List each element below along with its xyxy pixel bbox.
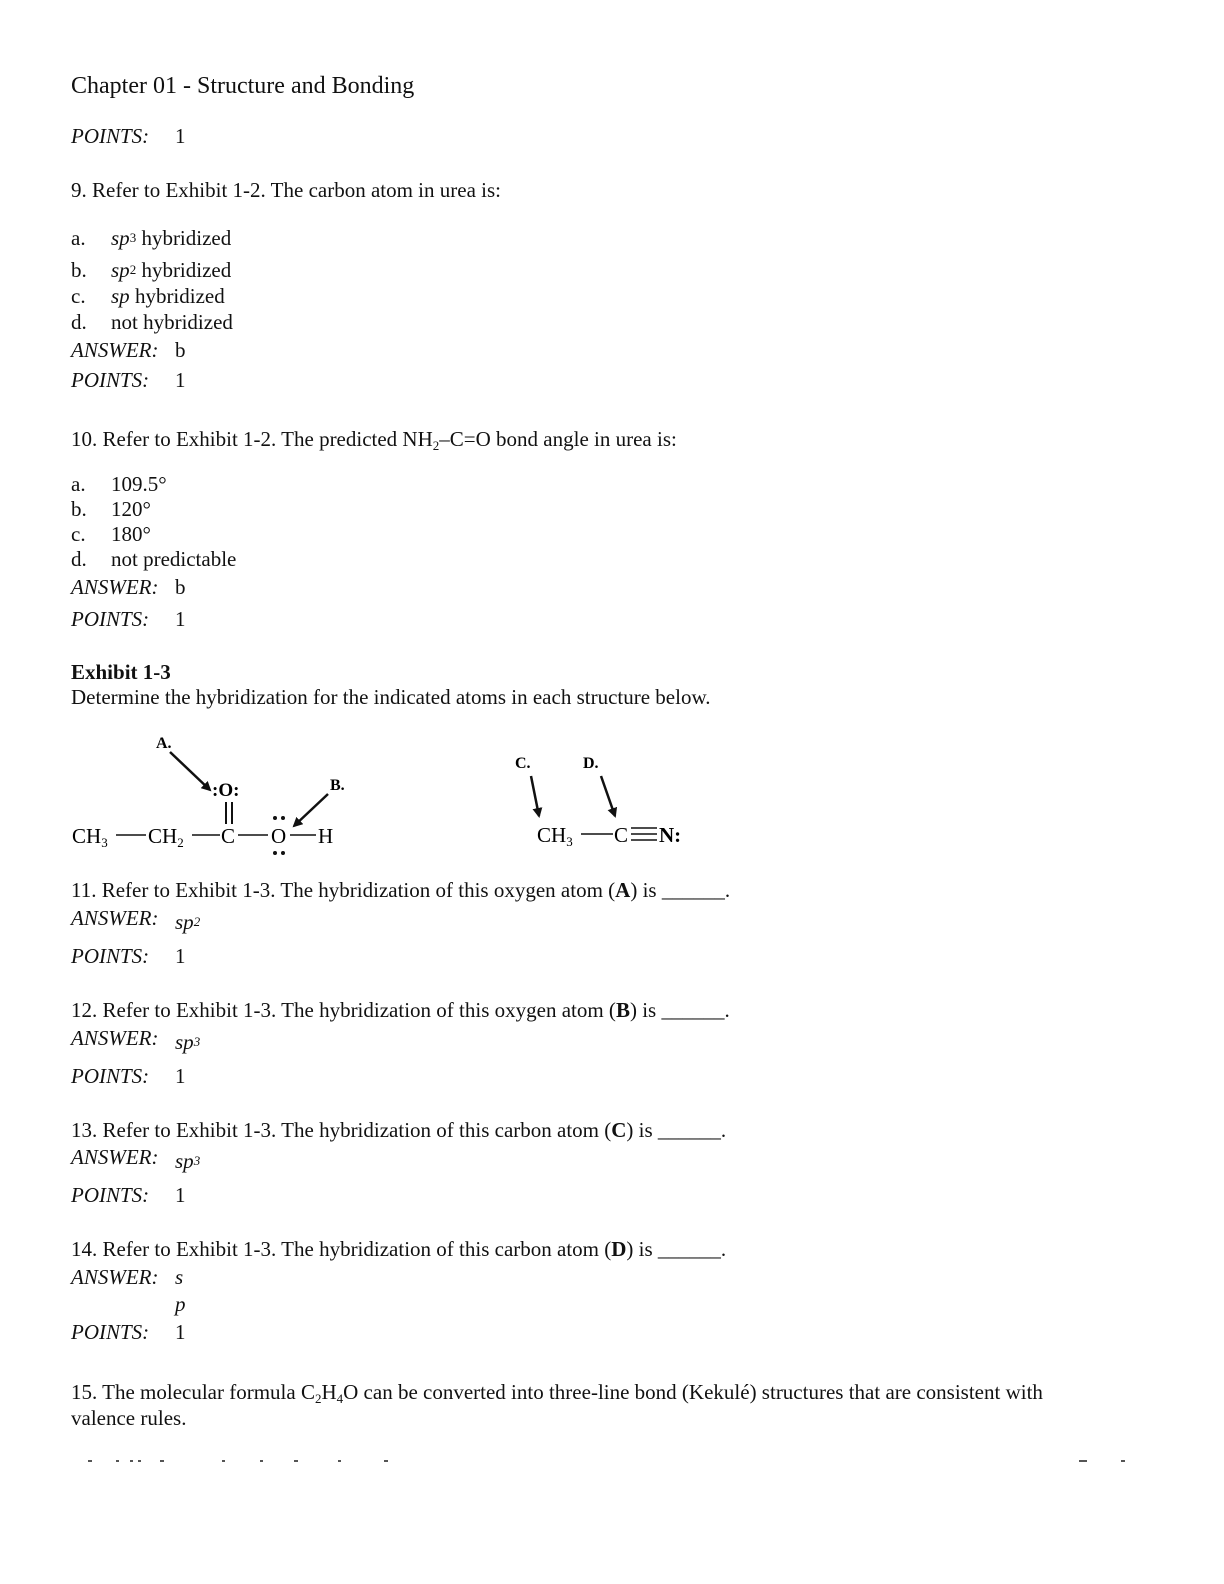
question-14-answer <box>71 1265 271 1290</box>
option-letter: c. <box>71 522 86 546</box>
points-row <box>71 124 271 149</box>
option-rest: not hybridized <box>111 310 233 334</box>
question-12-points <box>71 1064 271 1089</box>
question-12-answer <box>71 1026 271 1054</box>
option-text: 180° <box>111 522 151 546</box>
atom-label: A <box>615 878 631 902</box>
question-14-stem: 14. Refer to Exhibit 1-3. The hybridization of this carbon atom (D) is ______. <box>71 1237 727 1261</box>
answer-value-line-2: p <box>175 1292 186 1316</box>
arrow-d <box>601 776 615 816</box>
answer-label: ANSWER: <box>71 1026 159 1050</box>
points-label: POINTS: <box>71 944 150 968</box>
question-11-stem: 11. Refer to Exhibit 1-3. The hybridization of this oxygen atom (A) is ______. <box>71 878 731 902</box>
option-rest: hybridized <box>136 258 232 282</box>
option-base: sp <box>111 226 130 250</box>
n-text: N: <box>659 823 682 847</box>
c-text: C <box>614 823 629 847</box>
option-sup: 3 <box>129 230 137 245</box>
question-15-stem: 15. The molecular formula $C_2H_4O$ can be converted into three-line bond (Kekulé) structures that are consistent with <box>71 1380 1043 1406</box>
question-14-points <box>71 1320 271 1345</box>
question-9-option-d <box>71 310 233 335</box>
label-c: C. <box>515 755 531 772</box>
question-9-stem: 9. Refer to Exhibit 1-2. The carbon atom in urea is: <box>71 178 501 202</box>
option-text: 120° <box>111 497 151 521</box>
points-value: 1 <box>175 1064 186 1088</box>
points-value: 1 <box>175 607 186 631</box>
option-text: not predictable <box>111 547 237 571</box>
answer-value: $sp^3$ <box>175 1149 201 1173</box>
question-9-option-a <box>71 226 231 251</box>
option-text: 109.5° <box>111 472 167 496</box>
c-text: C <box>221 824 236 848</box>
label-a: A. <box>156 735 172 752</box>
option-rest: hybridized <box>136 226 232 250</box>
answer-value: b <box>175 575 186 599</box>
option-sup: 2 <box>129 262 137 277</box>
atom-label: B <box>615 998 630 1022</box>
option-letter: b. <box>71 258 87 282</box>
option-rest: hybridized <box>129 284 225 308</box>
question-10-option-d <box>71 547 236 572</box>
answer-label: ANSWER: <box>71 1145 159 1169</box>
points-value: 1 <box>175 124 186 148</box>
question-15-stem-line-2: valence rules. <box>71 1406 187 1430</box>
o-top: :O: <box>212 780 240 801</box>
question-9-option-c <box>71 284 225 309</box>
question-10-option-b <box>71 497 151 522</box>
label-b: B. <box>330 777 345 794</box>
option-letter: d. <box>71 547 87 571</box>
stem-pre: 10. Refer to Exhibit 1-2. The predicted NH <box>71 427 433 451</box>
question-10-answer <box>71 575 271 600</box>
points-value: 1 <box>175 368 186 392</box>
stem-sub: 2 <box>432 438 440 453</box>
question-9-answer <box>71 338 271 363</box>
arrow-b <box>294 794 328 826</box>
question-9-points <box>71 368 271 393</box>
arrow-a <box>170 752 210 790</box>
points-label: POINTS: <box>71 124 150 148</box>
structure-2-diagram <box>515 750 695 855</box>
option-base: sp <box>111 284 130 308</box>
arrow-c <box>531 776 539 816</box>
answer-label: ANSWER: <box>71 906 159 930</box>
points-value: 1 <box>175 1320 186 1344</box>
footer-fragment-left <box>80 1456 400 1466</box>
question-10-option-c <box>71 522 151 547</box>
answer-label: ANSWER: <box>71 575 159 599</box>
points-value: 1 <box>175 1183 186 1207</box>
h-text: H <box>318 824 334 848</box>
answer-label: ANSWER: <box>71 1265 159 1289</box>
question-9-option-b <box>71 258 231 283</box>
option-base: sp <box>111 258 130 282</box>
question-12-stem: 12. Refer to Exhibit 1-3. The hybridization of this oxygen atom (B) is ______. <box>71 998 730 1022</box>
question-11-answer <box>71 906 271 934</box>
o-oh-text: O <box>271 824 287 848</box>
answer-label: ANSWER: <box>71 338 159 362</box>
stem-post: –C=O bond angle in urea is: <box>439 427 677 451</box>
points-label: POINTS: <box>71 368 150 392</box>
exhibit-description: Determine the hybridization for the indicated atoms in each structure below. <box>71 685 711 709</box>
option-letter: c. <box>71 284 86 308</box>
question-13-answer <box>71 1145 271 1173</box>
atom-label: D <box>611 1237 627 1261</box>
question-13-points <box>71 1183 271 1208</box>
answer-value-line-1: s <box>175 1265 184 1289</box>
question-13-stem: 13. Refer to Exhibit 1-3. The hybridization of this carbon atom (C) is ______. <box>71 1118 727 1142</box>
answer-value: b <box>175 338 186 362</box>
option-letter: d. <box>71 310 87 334</box>
points-label: POINTS: <box>71 607 150 631</box>
structure-1-diagram <box>60 728 420 863</box>
option-letter: b. <box>71 497 87 521</box>
question-10-option-a <box>71 472 167 497</box>
exhibit-title: Exhibit 1-3 <box>71 660 171 684</box>
answer-value: $sp^3$ <box>175 1030 201 1054</box>
label-d: D. <box>583 755 599 772</box>
answer-value: $sp^2$ <box>175 910 201 934</box>
footer-fragment-right <box>1075 1456 1135 1466</box>
question-10-points <box>71 607 271 632</box>
atom-label: C <box>611 1118 627 1142</box>
points-label: POINTS: <box>71 1183 150 1207</box>
ch3-text: CH3 <box>537 823 573 849</box>
question-10-stem <box>71 427 677 452</box>
ch3-text: CH3 <box>72 824 108 850</box>
option-letter: a. <box>71 226 86 250</box>
points-value: 1 <box>175 944 186 968</box>
points-label: POINTS: <box>71 1064 150 1088</box>
ch2-text: CH2 <box>148 824 184 850</box>
page-title: Chapter 01 - Structure and Bonding <box>71 73 415 99</box>
question-11-points <box>71 944 271 969</box>
points-label: POINTS: <box>71 1320 150 1344</box>
option-letter: a. <box>71 472 86 496</box>
